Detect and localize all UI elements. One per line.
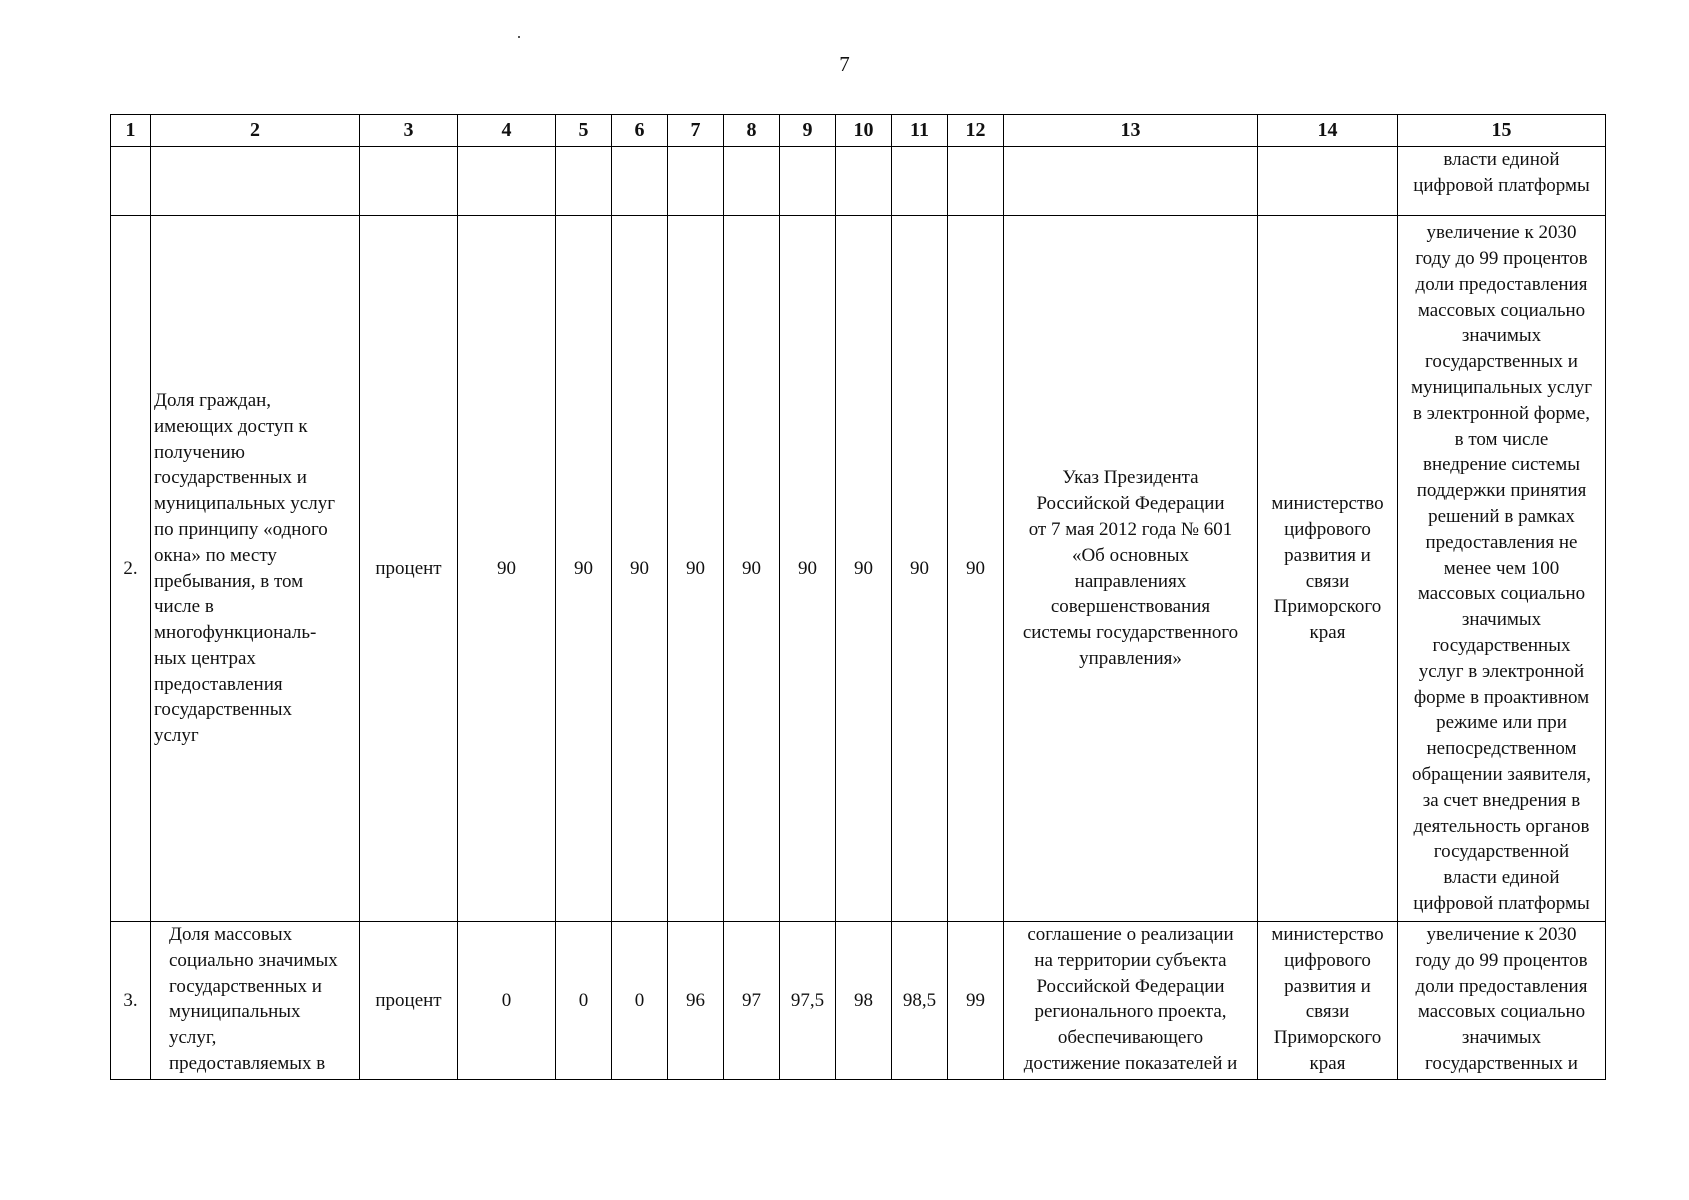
header-cell: 3 — [360, 115, 458, 147]
value-cell: 90 — [458, 216, 556, 922]
unit-cell: процент — [360, 216, 458, 922]
page-number: 7 — [839, 52, 850, 76]
value-cell: 90 — [612, 216, 668, 922]
value-cell: 0 — [556, 922, 612, 1080]
value-cell: 90 — [556, 216, 612, 922]
empty-cell — [724, 147, 780, 216]
value-cell: 98 — [836, 922, 892, 1080]
value-cell: 90 — [948, 216, 1004, 922]
value-cell: 90 — [836, 216, 892, 922]
empty-cell — [1258, 147, 1398, 216]
empty-cell — [948, 147, 1004, 216]
empty-cell — [360, 147, 458, 216]
empty-cell — [458, 147, 556, 216]
empty-cell — [892, 147, 948, 216]
header-cell: 2 — [151, 115, 360, 147]
row-number: 2. — [111, 216, 151, 922]
value-cell: 0 — [612, 922, 668, 1080]
header-cell: 14 — [1258, 115, 1398, 147]
goal-continuation-cell: власти единой цифровой платформы — [1398, 147, 1606, 216]
header-cell: 10 — [836, 115, 892, 147]
responsible-cell: министерство цифрового развития и связи Приморского края — [1258, 216, 1398, 922]
row-number: 3. — [111, 922, 151, 1080]
value-cell: 90 — [724, 216, 780, 922]
header-cell: 15 — [1398, 115, 1606, 147]
indicators-table — [110, 114, 1606, 1080]
indicator-row-3 — [111, 922, 1606, 1080]
continuation-row — [111, 147, 1606, 216]
value-cell: 90 — [668, 216, 724, 922]
header-cell: 11 — [892, 115, 948, 147]
indicator-row-2 — [111, 216, 1606, 922]
header-cell: 5 — [556, 115, 612, 147]
header-row — [111, 115, 1606, 147]
unit-cell: процент — [360, 922, 458, 1080]
value-cell: 90 — [892, 216, 948, 922]
value-cell: 99 — [948, 922, 1004, 1080]
empty-cell — [836, 147, 892, 216]
value-cell: 96 — [668, 922, 724, 1080]
header-cell: 13 — [1004, 115, 1258, 147]
header-cell: 4 — [458, 115, 556, 147]
indicator-name: Доля массовых социально значимых государственных и муниципальных услуг, предоставляемых в — [151, 922, 360, 1080]
empty-cell — [668, 147, 724, 216]
header-cell: 12 — [948, 115, 1004, 147]
empty-cell — [151, 147, 360, 216]
empty-cell — [1004, 147, 1258, 216]
scan-speck — [518, 36, 520, 38]
header-cell: 7 — [668, 115, 724, 147]
header-cell: 6 — [612, 115, 668, 147]
responsible-cell: министерство цифрового развития и связи Приморского края — [1258, 922, 1398, 1080]
goal-cell: увеличение к 2030 году до 99 процентов доли предоставления массовых социально значимых государственных и — [1398, 922, 1606, 1080]
empty-cell — [780, 147, 836, 216]
basis-cell: Указ Президента Российской Федерации от 7 мая 2012 года № 601 «Об основных направлениях совершенствования системы государственного управления» — [1004, 216, 1258, 922]
header-cell: 9 — [780, 115, 836, 147]
empty-cell — [612, 147, 668, 216]
indicator-name: Доля граждан, имеющих доступ к получению государственных и муниципальных услуг по принципу «одного окна» по месту пребывания, в том числе в многофункциональ- ных центрах предоставления государственных услуг — [151, 216, 360, 922]
value-cell: 98,5 — [892, 922, 948, 1080]
empty-cell — [556, 147, 612, 216]
header-cell: 8 — [724, 115, 780, 147]
empty-cell — [111, 147, 151, 216]
value-cell: 97,5 — [780, 922, 836, 1080]
basis-cell: соглашение о реализации на территории субъекта Российской Федерации регионального проекта, обеспечивающего достижение показателей и — [1004, 922, 1258, 1080]
value-cell: 90 — [780, 216, 836, 922]
header-cell: 1 — [111, 115, 151, 147]
value-cell: 0 — [458, 922, 556, 1080]
goal-cell: увеличение к 2030 году до 99 процентов доли предоставления массовых социально значимых государственных и муниципальных услуг в электронной форме, в том числе внедрение системы поддержки принятия решений в рамках предоставления не менее чем 100 массовых социально значимых государственных услуг в электронной форме в проактивном режиме или при непосредственном обращении заявителя, за счет внедрения в деятельность органов государственной власти единой цифровой платформы — [1398, 216, 1606, 922]
value-cell: 97 — [724, 922, 780, 1080]
